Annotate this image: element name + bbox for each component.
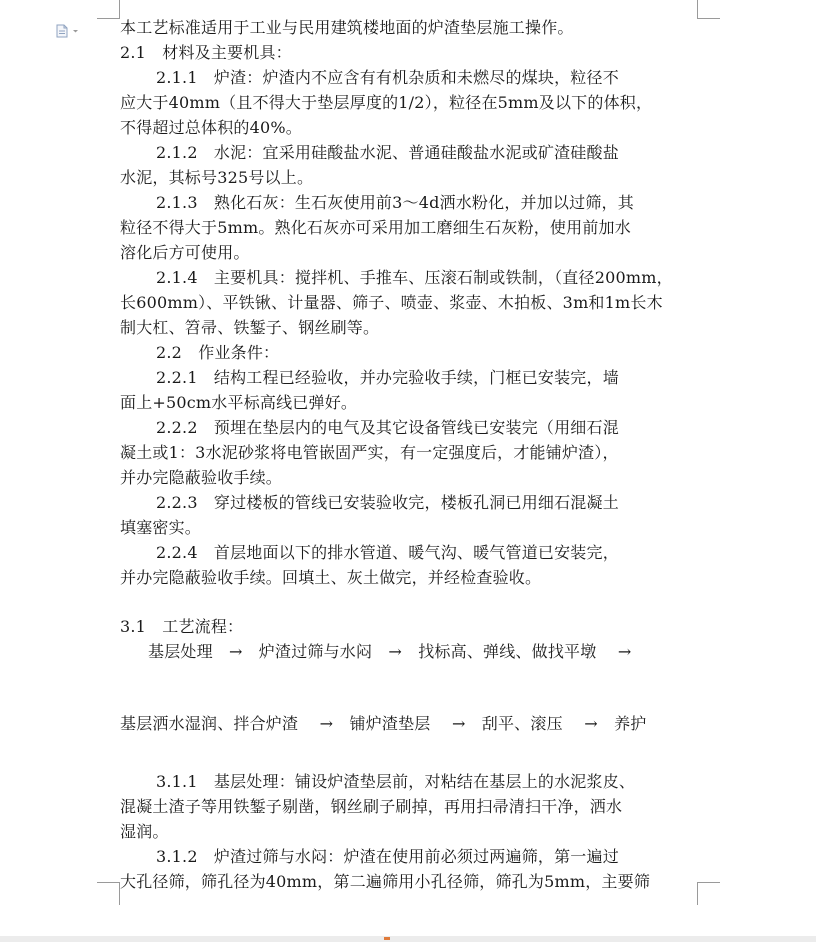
page-bottom-edge xyxy=(0,936,816,942)
text-line: 2.2.4 首层地面以下的排水管道、暖气沟、暖气管道已安装完， xyxy=(156,543,619,562)
text-line: 3.1.2 炉渣过筛与水闷：炉渣在使用前必须过两遍筛，第一遍过 xyxy=(156,847,619,866)
text-line: 2.1.2 水泥：宜采用硅酸盐水泥、普通硅酸盐水泥或矿渣硅酸盐 xyxy=(156,143,619,162)
process-flow-row: 基层处理 → 炉渣过筛与水闷 → 找标高、弹线、做找平墩 → xyxy=(148,642,632,661)
text-line: 3.1.1 基层处理：铺设炉渣垫层前，对粘结在基层上的水泥浆皮、 xyxy=(156,772,636,791)
text-line: 溶化后方可使用。 xyxy=(120,243,250,262)
text-line: 2.1.3 熟化石灰：生石灰使用前3～4d洒水粉化，并加以过筛，其 xyxy=(156,193,634,212)
document-icon[interactable] xyxy=(56,24,84,38)
text-line: 制大杠、笤帚、铁錾子、钢丝刷等。 xyxy=(120,318,380,337)
text-line: 2.1.4 主要机具：搅拌机、手推车、压滚石制或铁制，（直径200mm， xyxy=(156,268,673,287)
text-line: 粒径不得大于5mm。熟化石灰亦可采用加工磨细生石灰粉，使用前加水 xyxy=(120,218,631,237)
text-line: 并办完隐蔽验收手续。回填土、灰土做完，并经检查验收。 xyxy=(120,568,542,587)
text-line: 水泥，其标号325号以上。 xyxy=(120,168,314,187)
text-line: 凝土或1：3水泥砂浆将电管嵌固严实，有一定强度后，才能铺炉渣）， xyxy=(120,443,619,462)
page-corner-mark xyxy=(97,882,120,905)
text-line: 湿润。 xyxy=(120,822,169,841)
text-line: 并办完隐蔽验收手续。 xyxy=(120,468,283,487)
text-line: 大孔径筛，筛孔径为40mm，第二遍筛用小孔径筛，筛孔为5mm，主要筛 xyxy=(120,872,651,891)
section-heading: 2.1 材料及主要机具： xyxy=(120,43,292,62)
section-heading: 3.1 工艺流程： xyxy=(120,617,244,636)
text-line: 填塞密实。 xyxy=(120,518,202,537)
chevron-down-icon xyxy=(73,30,78,33)
page-corner-mark xyxy=(97,0,120,19)
text-line: 混凝土渣子等用铁錾子剔凿，钢丝刷子刷掉，再用扫帚清扫干净，洒水 xyxy=(120,797,623,816)
text-line: 应大于40mm（且不得大于垫层厚度的1/2），粒径在5mm及以下的体积， xyxy=(120,93,653,112)
process-flow-row: 基层洒水湿润、拌合炉渣 → 铺炉渣垫层 → 刮平、滚压 → 养护 xyxy=(120,714,647,733)
text-line: 长600mm）、平铁锹、计量器、筛子、喷壶、浆壶、木拍板、3m和1m长木 xyxy=(120,293,663,312)
decorative-mark xyxy=(384,937,390,940)
text-line: 2.1.1 炉渣：炉渣内不应含有有机杂质和未燃尽的煤块，粒径不 xyxy=(156,68,619,87)
text-line: 面上+50cm水平标高线已弹好。 xyxy=(120,393,358,412)
page-corner-mark xyxy=(697,0,720,19)
text-line: 2.2.3 穿过楼板的管线已安装验收完，楼板孔洞已用细石混凝土 xyxy=(156,493,619,512)
text-line: 2.2.1 结构工程已经验收，并办完验收手续，门框已安装完，墙 xyxy=(156,368,619,387)
section-heading: 2.2 作业条件： xyxy=(156,343,280,362)
text-line: 本工艺标准适用于工业与民用建筑楼地面的炉渣垫层施工操作。 xyxy=(120,18,574,37)
text-line: 不得超过总体积的40%。 xyxy=(120,118,302,137)
page-corner-mark xyxy=(697,882,720,905)
text-line: 2.2.2 预埋在垫层内的电气及其它设备管线已安装完（用细石混 xyxy=(156,418,619,437)
